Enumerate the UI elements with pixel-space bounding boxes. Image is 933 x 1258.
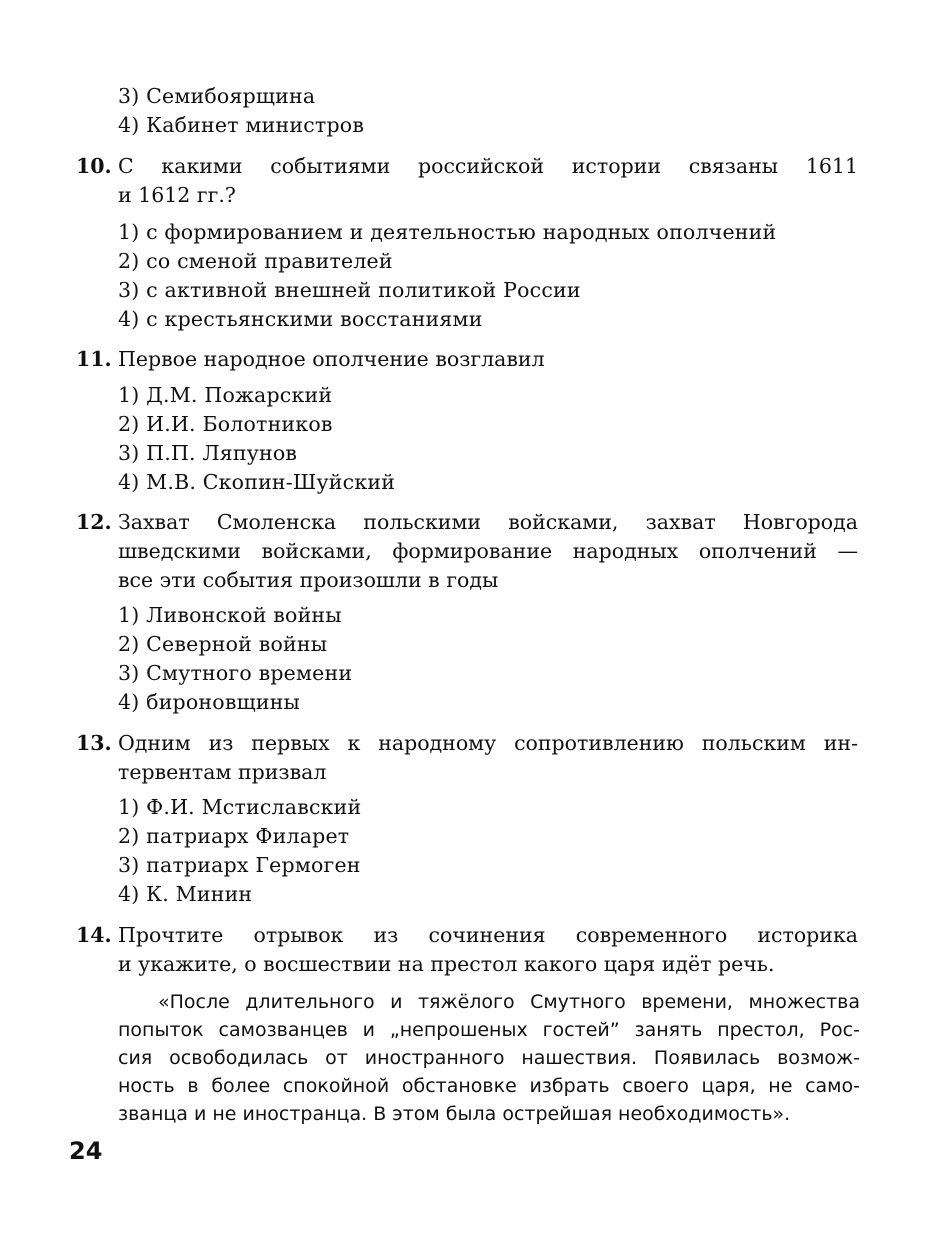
question-line: Прочтите отрывок из сочинения современного историка — [118, 923, 858, 947]
q11-option-1: 1) Д.М. Пожарский — [118, 383, 333, 407]
q12-option-2: 2) Северной войны — [118, 632, 328, 656]
q12-option-4: 4) бироновщины — [118, 690, 301, 714]
question-13 — [76, 729, 858, 787]
q9-option-4: 4) Кабинет министров — [118, 113, 365, 137]
question-line: и 1612 гг.? — [118, 183, 236, 207]
question-number: 12. — [76, 510, 112, 534]
question-number: 11. — [76, 347, 112, 371]
question-text — [118, 345, 858, 374]
quote-line: «После длительного и тяжёлого Смутного времени, множества — [158, 991, 860, 1013]
question-14 — [76, 921, 858, 979]
q13-option-1: 1) Ф.И. Мстиславский — [118, 795, 362, 819]
question-number: 14. — [76, 923, 112, 947]
question-text — [118, 729, 858, 787]
question-line: все эти события произошли в годы — [118, 568, 499, 592]
question-text — [118, 508, 858, 595]
question-line: тервентам призвал — [118, 760, 327, 784]
q10-option-4: 4) с крестьянскими восстаниями — [118, 307, 483, 331]
question-line: Первое народное ополчение возглавил — [118, 347, 545, 371]
q10-option-3: 3) с активной внешней политикой России — [118, 278, 581, 302]
question-12 — [76, 508, 858, 595]
q10-option-1: 1) с формированием и деятельностью народных ополчений — [118, 220, 777, 244]
q11-option-3: 3) П.П. Ляпунов — [118, 441, 298, 465]
q9-option-3: 3) Семибоярщина — [118, 84, 316, 108]
quote-line: попыток самозванцев и „непрошеных гостей” занять престол, Рос- — [118, 1019, 860, 1041]
page-number: 24 — [69, 1137, 103, 1165]
historian-quote — [118, 988, 860, 1128]
quote-line: сия освободилась от иностранного нашествия. Появилась возмож- — [118, 1047, 860, 1069]
question-number: 13. — [76, 731, 112, 755]
question-line: шведскими войсками, формирование народных ополчений — — [118, 539, 858, 563]
question-10 — [76, 152, 858, 210]
q12-option-1: 1) Ливонской войны — [118, 603, 342, 627]
quote-line: ность в более спокойной обстановке избрать своего царя, не само- — [118, 1075, 860, 1097]
q11-option-4: 4) М.В. Скопин-Шуйский — [118, 470, 396, 494]
q13-option-4: 4) К. Минин — [118, 882, 253, 906]
q11-option-2: 2) И.И. Болотников — [118, 412, 333, 436]
quote-line: званца и не иностранца. В этом была острейшая необходимость». — [118, 1103, 791, 1125]
question-line: Захват Смоленска польскими войсками, захват Новгорода — [118, 510, 858, 534]
question-text — [118, 152, 858, 210]
question-line: С какими событиями российской истории связаны 1611 — [118, 154, 858, 178]
question-number: 10. — [76, 154, 112, 178]
q12-option-3: 3) Смутного времени — [118, 661, 353, 685]
question-text — [118, 921, 858, 979]
question-line: и укажите, о восшествии на престол какого царя идёт речь. — [118, 952, 775, 976]
q10-option-2: 2) со сменой правителей — [118, 249, 393, 273]
question-11 — [76, 345, 858, 374]
q13-option-3: 3) патриарх Гермоген — [118, 853, 361, 877]
question-line: Одним из первых к народному сопротивлению польским ин- — [118, 731, 858, 755]
q13-option-2: 2) патриарх Филарет — [118, 824, 350, 848]
